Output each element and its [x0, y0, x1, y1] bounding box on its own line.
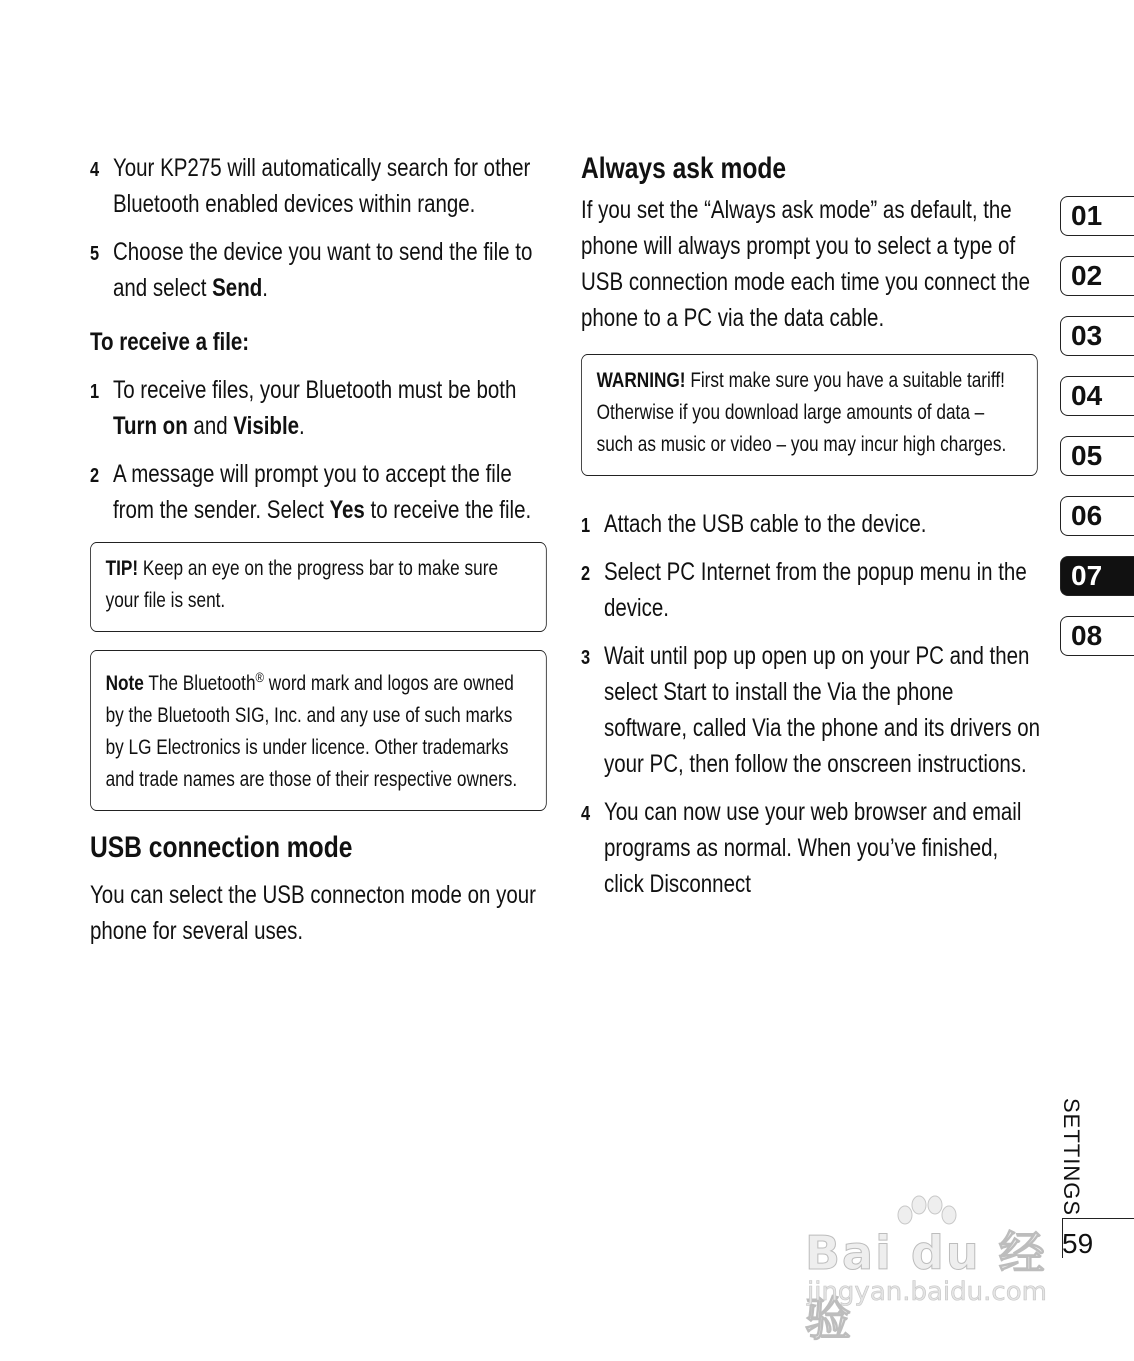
- registered-mark: ®: [255, 669, 265, 685]
- list-item: [90, 372, 550, 444]
- chapter-tab-06[interactable]: 06: [1060, 496, 1134, 536]
- step-text: Wait until pop up open up on your PC and then select Start to install the Via the phone software, called Via the phone and its drivers on your PC, then follow the onscreen instructions.: [603, 642, 1041, 778]
- always-ask-intro: If you set the “Always ask mode” as default, the phone will always prompt you to select a type of USB connection mode each time you connect the phone to a PC via the data cable.: [581, 196, 1030, 332]
- footer-divider: [1062, 1218, 1134, 1219]
- note-label: Note: [105, 672, 144, 695]
- step-text: Choose the device you want to send the file to and select Send.: [112, 238, 533, 302]
- warning-text: First make sure you have a suitable tariff! Otherwise if you download large amounts of data – such as music or video – you may incur high charges.: [596, 369, 1007, 456]
- step-number: 5: [90, 243, 100, 265]
- page-number: 59: [1062, 1228, 1094, 1259]
- right-column: [581, 150, 1041, 914]
- list-item: [90, 456, 550, 528]
- list-item: [90, 150, 550, 222]
- step-number: 2: [581, 563, 591, 585]
- chapter-tab-07[interactable]: 07: [1060, 556, 1134, 596]
- step-text: Attach the USB cable to the device.: [603, 510, 927, 538]
- tip-label: TIP!: [105, 557, 139, 580]
- chapter-tab-05[interactable]: 05: [1060, 436, 1134, 476]
- list-item: [581, 554, 1041, 626]
- tip-text: Keep an eye on the progress bar to make sure your file is sent.: [105, 557, 499, 612]
- chapter-tab-01[interactable]: 01: [1060, 196, 1134, 236]
- receive-heading: To receive a file:: [90, 328, 250, 356]
- chapter-tab-04[interactable]: 04: [1060, 376, 1134, 416]
- step-text: A message will prompt you to accept the file from the sender. Select Yes to receive the file.: [112, 460, 532, 524]
- step-number: 2: [90, 465, 100, 487]
- step-text: Select PC Internet from the popup menu in the device.: [603, 558, 1027, 622]
- chapter-tab-03[interactable]: 03: [1060, 316, 1134, 356]
- step-number: 4: [581, 803, 591, 825]
- list-item: [581, 638, 1041, 782]
- always-ask-heading: Always ask mode: [581, 152, 787, 185]
- section-label: SETTINGS: [1059, 1098, 1084, 1217]
- note-text-rest: word mark and logos are owned by the Bluetooth SIG, Inc. and any use of such marks by LG Electronics is under licence. Other trademarks and trade names are those of their respective owners.: [105, 672, 518, 791]
- baidu-watermark: [805, 1195, 1065, 1346]
- warning-box: [581, 354, 1038, 476]
- chapter-tabs: [1060, 196, 1134, 676]
- warning-label: WARNING!: [596, 369, 686, 392]
- step-text: To receive files, your Bluetooth must be both Turn on and Visible.: [112, 376, 517, 440]
- left-column: [90, 150, 550, 949]
- step-number: 3: [581, 647, 591, 669]
- step-text: You can now use your web browser and email programs as normal. When you’ve finished, click Disconnect: [603, 798, 1022, 898]
- chapter-tab-02[interactable]: 02: [1060, 256, 1134, 296]
- note-box: [90, 650, 547, 811]
- step-number: 4: [90, 159, 100, 181]
- note-text: The Bluetooth: [143, 672, 256, 695]
- chapter-tab-08[interactable]: 08: [1060, 616, 1134, 656]
- list-item: [90, 234, 550, 306]
- tip-box: [90, 542, 547, 632]
- list-item: [581, 506, 1041, 542]
- usb-text: You can select the USB connecton mode on your phone for several uses.: [90, 881, 536, 945]
- usb-heading: USB connection mode: [90, 831, 353, 864]
- step-number: 1: [90, 381, 100, 403]
- watermark-logo-text: Bai du 经验: [805, 1226, 1047, 1346]
- step-number: 1: [581, 515, 591, 537]
- step-text: Your KP275 will automatically search for other Bluetooth enabled devices within range.: [112, 154, 531, 218]
- watermark-url: jingyan.baidu.com: [807, 1277, 1047, 1307]
- list-item: [581, 794, 1041, 902]
